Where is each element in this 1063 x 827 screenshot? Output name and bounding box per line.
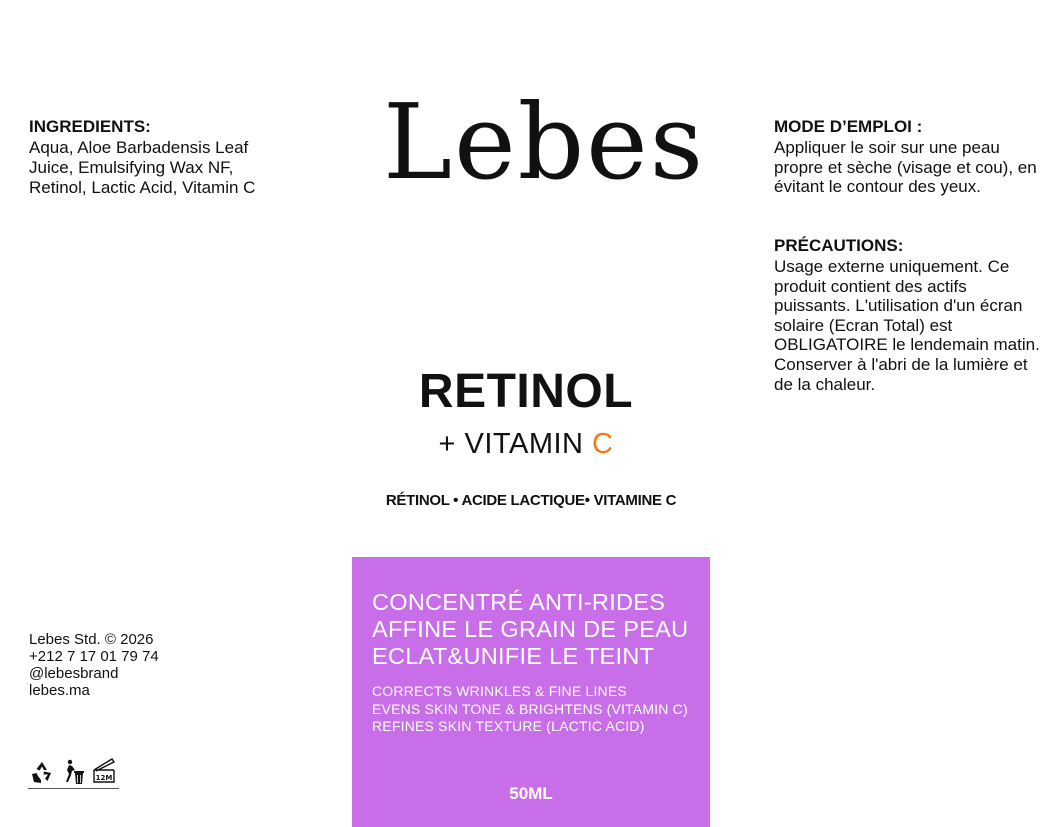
volume-label: 50ML: [509, 784, 553, 803]
trash-disposal-icon: [64, 758, 86, 786]
ingredients-title: INGREDIENTS:: [29, 117, 151, 136]
claims-list: [372, 589, 707, 670]
ingredients-text: Aqua, Aloe Barbadensis Leaf Juice, Emulsifying Wax NF, Retinol, Lactic Acid, Vitamin C: [29, 138, 256, 197]
benefit-line: REFINES SKIN TEXTURE (LACTIC ACID): [372, 718, 645, 734]
contact-block: [29, 631, 159, 699]
active-ingredients: RÉTINOL • ACIDE LACTIQUE• VITAMINE C: [385, 492, 677, 509]
brand-logo: Lebes: [383, 81, 706, 203]
claim-line: AFFINE LE GRAIN DE PEAU: [372, 616, 689, 642]
recycle-icon: [29, 760, 55, 784]
benefit-line: EVENS SKIN TONE & BRIGHTENS (VITAMIN C): [372, 700, 688, 717]
product-name: RETINOL: [418, 365, 634, 418]
benefit-line: CORRECTS WRINKLES & FINE LINES: [372, 683, 627, 699]
usage-title: MODE D’EMPLOI :: [774, 117, 923, 136]
claims-panel: [352, 557, 710, 827]
claim-line: ECLAT&UNIFIE LE TEINT: [372, 643, 655, 669]
claim-line: CONCENTRÉ ANTI-RIDES: [372, 589, 666, 615]
packaging-icons: [28, 756, 119, 789]
website-url: lebes.ma: [29, 682, 90, 699]
pao-label: 12M: [95, 774, 113, 782]
precautions-text: Usage externe uniquement. Ce produit contient des actifs puissants. L'utilisation d'un écran solaire (Ecran Total) est OBLIGATOIRE le lendemain matin. Conserver à l'abri de la lumière et de la chaleur.: [774, 257, 1040, 394]
copyright-text: Lebes Std. © 2026: [29, 631, 154, 648]
product-subtitle-prefix: + VITAMIN: [438, 428, 593, 460]
benefits-list: [372, 683, 707, 736]
phone-number: +212 7 17 01 79 74: [29, 648, 159, 665]
product-subtitle-accent: C: [592, 428, 614, 460]
usage-text: Appliquer le soir sur une peau propre et sèche (visage et cou), en évitant le contour des yeux.: [774, 138, 1037, 197]
social-handle: @lebesbrand: [29, 665, 119, 682]
product-subtitle: [381, 426, 671, 462]
precautions-title: PRÉCAUTIONS:: [774, 236, 904, 255]
pao-12m-icon: [90, 756, 118, 786]
